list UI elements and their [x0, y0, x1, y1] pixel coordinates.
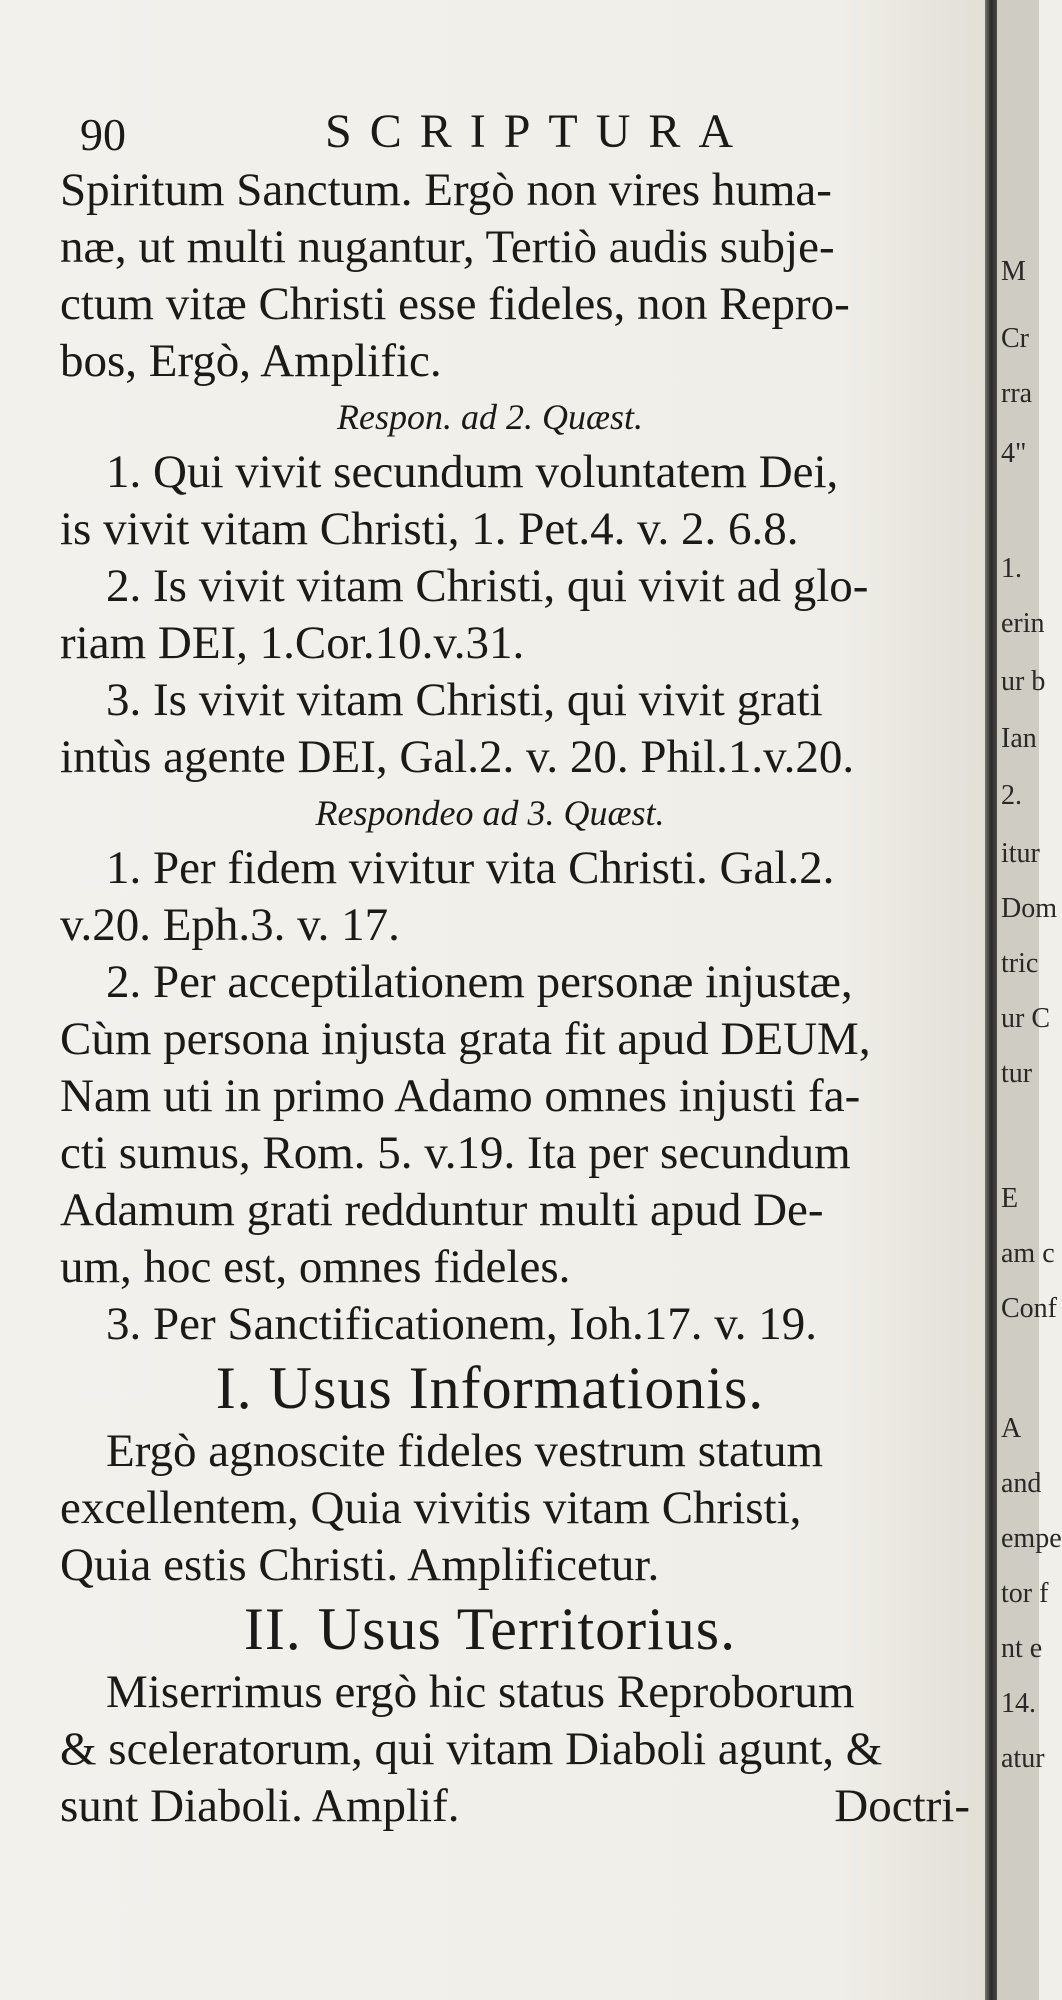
adjacent-text-fragment: and — [1001, 1468, 1042, 1499]
adjacent-text-fragment: am c — [1001, 1238, 1055, 1269]
text-line: Ergò agnoscite fideles vestrum statum — [106, 1425, 824, 1477]
text-line: Cùm persona injusta grata fit apud DEUM, — [60, 1013, 871, 1065]
subheading-respon-q2: Respon. ad 2. Quæst. — [337, 397, 643, 437]
text-line: riam DEI, 1.Cor.10.v.31. — [60, 617, 525, 669]
text-line: 3. Per Sanctificationem, Ioh.17. v. 19. — [106, 1298, 817, 1350]
text-line: 3. Is vivit vitam Christi, qui vivit grati — [106, 674, 823, 726]
text-line: Nam uti in primo Adamo omnes injusti fa- — [60, 1070, 861, 1122]
adjacent-text-fragment: itur — [1001, 838, 1040, 869]
text-line: excellentem, Quia vivitis vitam Christi, — [60, 1482, 802, 1534]
adjacent-text-fragment: E — [1001, 1183, 1019, 1214]
text-line: intùs agente DEI, Gal.2. v. 20. Phil.1.v.20. — [60, 731, 855, 783]
adjacent-text-fragment: rra — [1001, 378, 1033, 409]
adjacent-text-fragment: 1. — [1001, 553, 1022, 584]
paragraph-usus-informationis — [60, 1423, 980, 1594]
paragraph-usus-territorius — [60, 1664, 980, 1835]
text-line-content: sunt Diaboli. Amplif. — [60, 1780, 460, 1832]
adjacent-text-fragment: tor f — [1001, 1578, 1049, 1609]
adjacent-text-fragment: 2. — [1001, 780, 1022, 811]
text-line: bos, Ergò, Amplific. — [60, 335, 442, 387]
adjacent-text-fragment: ur C — [1001, 1003, 1050, 1034]
adjacent-text-fragment: Cr — [1001, 323, 1029, 354]
adjacent-text-fragment: empe — [1001, 1523, 1062, 1554]
text-line: Adamum grati redduntur multi apud De- — [60, 1184, 824, 1236]
adjacent-text-fragment: tric — [1001, 948, 1039, 979]
text-line: cti sumus, Rom. 5. v.19. Ita per secundum — [60, 1127, 851, 1179]
text-line: um, hoc est, omnes fideles. — [60, 1241, 571, 1293]
text-line: & sceleratorum, qui vitam Diaboli agunt, & — [60, 1723, 883, 1775]
page-text — [60, 100, 980, 1835]
text-line: v.20. Eph.3. v. 17. — [60, 899, 400, 951]
adjacent-text-fragment: tur — [1001, 1058, 1033, 1089]
adjacent-text-fragment: atur — [1001, 1743, 1045, 1774]
adjacent-text-fragment: 14. — [1001, 1688, 1036, 1719]
text-line: ctum vitæ Christi esse fideles, non Repro- — [60, 278, 850, 330]
running-head — [60, 100, 980, 162]
running-title: SCRIPTURA — [325, 105, 752, 158]
text-line: 2. Per acceptilationem personæ injustæ, — [106, 956, 853, 1008]
section-heading-usus-informationis: I. Usus Informationis. — [215, 1355, 765, 1421]
adjacent-text-fragment: Dom — [1001, 893, 1057, 924]
text-line: næ, ut multi nugantur, Tertiò audis subje- — [60, 221, 835, 273]
text-line — [60, 1778, 980, 1835]
adjacent-text-fragment: A — [1001, 1413, 1022, 1444]
text-line: is vivit vitam Christi, 1. Pet.4. v. 2. 6.8. — [60, 503, 799, 555]
text-line: 2. Is vivit vitam Christi, qui vivit ad glo- — [106, 560, 869, 612]
adjacent-text-fragment: ur b — [1001, 666, 1046, 697]
section-heading-usus-territorius: II. Usus Territorius. — [243, 1596, 737, 1662]
answers-q3 — [60, 840, 980, 1353]
adjacent-text-fragment: M — [1001, 256, 1026, 287]
answers-q2 — [60, 444, 980, 786]
adjacent-text-fragment: Conf — [1001, 1293, 1057, 1324]
text-line: 1. Per fidem vivitur vita Christi. Gal.2. — [106, 842, 835, 894]
paragraph-intro — [60, 162, 980, 390]
text-line: Spiritum Sanctum. Ergò non vires huma- — [60, 164, 832, 216]
catchword: Doctri- — [834, 1780, 970, 1832]
adjacent-text-fragment: nt e — [1001, 1633, 1043, 1664]
adjacent-text-fragment: Ian — [1001, 723, 1037, 754]
text-line: Miserrimus ergò hic status Reproborum — [106, 1666, 855, 1718]
adjacent-text-fragment: erin — [1001, 608, 1045, 639]
adjacent-page-edge — [997, 0, 1062, 2000]
book-gutter — [985, 0, 997, 2000]
subheading-respondeo-q3: Respondeo ad 3. Quæst. — [315, 793, 665, 833]
adjacent-text-fragment: 4" — [1001, 438, 1027, 469]
page-number: 90 — [80, 109, 126, 160]
text-line: Quia estis Christi. Amplificetur. — [60, 1539, 660, 1591]
text-line: 1. Qui vivit secundum voluntatem Dei, — [106, 446, 839, 498]
